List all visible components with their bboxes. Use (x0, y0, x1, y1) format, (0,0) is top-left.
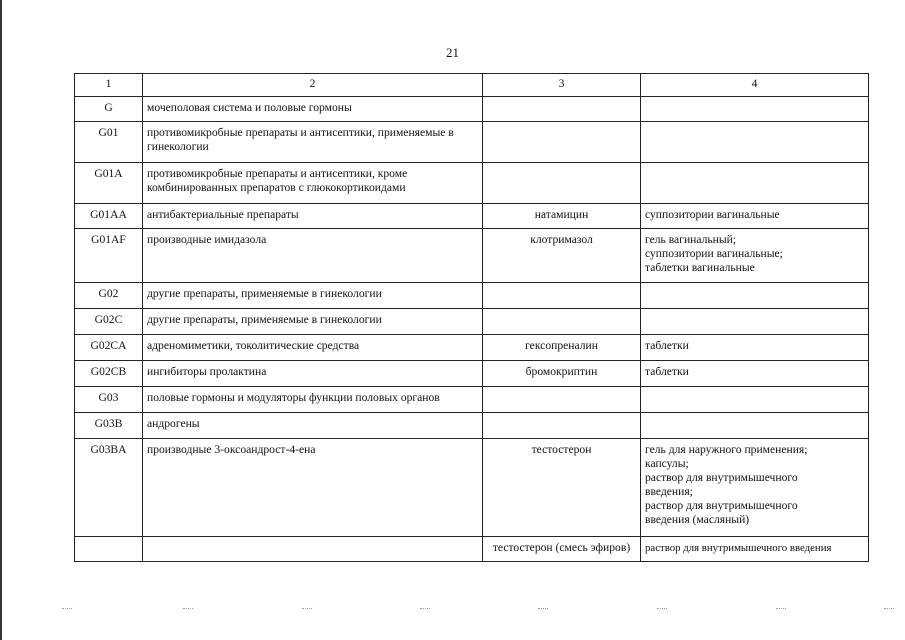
dosage-form-cell (641, 122, 869, 163)
table-row (75, 335, 869, 361)
dosage-form-cell: таблетки (641, 335, 869, 361)
atc-code-cell: G01AA (75, 204, 143, 229)
drug-name-cell: натамицин (483, 204, 641, 229)
dosage-form-cell: гель для наружного применения; капсулы; раствор для внутримышечного введения; раствор для внутримышечного введения (масляный) (641, 439, 869, 537)
atc-code-cell: G03B (75, 413, 143, 439)
group-name-cell: ингибиторы пролактина (143, 361, 483, 387)
atc-code-cell: G03 (75, 387, 143, 413)
drug-name-cell: клотримазол (483, 229, 641, 283)
drug-name-cell: гексопреналин (483, 335, 641, 361)
group-name-cell: производные имидазола (143, 229, 483, 283)
drug-name-cell (483, 283, 641, 309)
dosage-form-cell (641, 97, 869, 122)
dosage-form-cell (641, 387, 869, 413)
drug-classification-table (74, 73, 869, 562)
table-row (75, 97, 869, 122)
dosage-form-cell: гель вагинальный; суппозитории вагинальные; таблетки вагинальные (641, 229, 869, 283)
column-header: 2 (143, 74, 483, 97)
table-row (75, 229, 869, 283)
table-row (75, 413, 869, 439)
atc-code-cell: G01AF (75, 229, 143, 283)
table-row (75, 309, 869, 335)
drug-name-cell: тестостерон (483, 439, 641, 537)
group-name-cell: противомикробные препараты и антисептики, кроме комбинированных препаратов с глюкокортикоидами (143, 163, 483, 204)
dosage-form-cell: таблетки (641, 361, 869, 387)
group-name-cell: антибактериальные препараты (143, 204, 483, 229)
group-name-cell: другие препараты, применяемые в гинекологии (143, 283, 483, 309)
scan-artifact-dots (0, 608, 905, 628)
atc-code-cell: G03BA (75, 439, 143, 537)
dosage-form-cell (641, 163, 869, 204)
drug-name-cell (483, 122, 641, 163)
drug-name-cell (483, 413, 641, 439)
group-name-cell: андрогены (143, 413, 483, 439)
page-edge-line (0, 0, 2, 640)
group-name-cell: адреномиметики, токолитические средства (143, 335, 483, 361)
group-name-cell: производные 3-оксоандрост-4-ена (143, 439, 483, 537)
column-header: 4 (641, 74, 869, 97)
group-name-cell: половые гормоны и модуляторы функции половых органов (143, 387, 483, 413)
dosage-form-cell: раствор для внутримышечного введения (641, 537, 869, 562)
drug-name-cell (483, 163, 641, 204)
atc-code-cell: G01 (75, 122, 143, 163)
page-number: 21 (446, 45, 459, 60)
table-row (75, 387, 869, 413)
atc-code-cell: G01A (75, 163, 143, 204)
atc-code-cell: G02 (75, 283, 143, 309)
group-name-cell: мочеполовая система и половые гормоны (143, 97, 483, 122)
group-name-cell (143, 537, 483, 562)
drug-name-cell (483, 387, 641, 413)
atc-code-cell (75, 537, 143, 562)
drug-name-cell (483, 309, 641, 335)
table-header-row (75, 74, 869, 97)
table-row (75, 204, 869, 229)
table-row (75, 537, 869, 562)
dosage-form-cell (641, 413, 869, 439)
atc-code-cell: G (75, 97, 143, 122)
atc-code-cell: G02CA (75, 335, 143, 361)
table-row (75, 439, 869, 537)
group-name-cell: другие препараты, применяемые в гинекологии (143, 309, 483, 335)
column-header: 1 (75, 74, 143, 97)
table-row (75, 163, 869, 204)
column-header: 3 (483, 74, 641, 97)
drug-name-cell (483, 97, 641, 122)
table-row (75, 122, 869, 163)
dosage-form-cell: суппозитории вагинальные (641, 204, 869, 229)
group-name-cell: противомикробные препараты и антисептики, применяемые в гинекологии (143, 122, 483, 163)
dosage-form-cell (641, 309, 869, 335)
atc-code-cell: G02C (75, 309, 143, 335)
drug-name-cell: бромокриптин (483, 361, 641, 387)
dosage-form-cell (641, 283, 869, 309)
table-row (75, 283, 869, 309)
table-row (75, 361, 869, 387)
atc-code-cell: G02CB (75, 361, 143, 387)
drug-name-cell: тестостерон (смесь эфиров) (483, 537, 641, 562)
